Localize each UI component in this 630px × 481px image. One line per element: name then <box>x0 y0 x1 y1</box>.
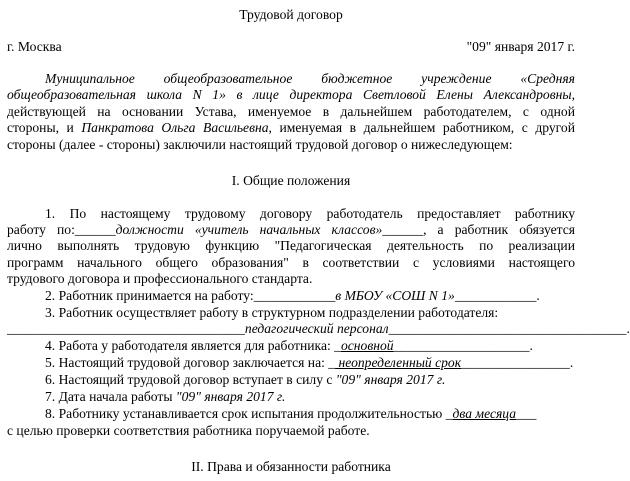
blank-fill: ___ <box>516 406 537 421</box>
workplace-value: в МБОУ «СОШ N 1» <box>335 288 455 303</box>
clause-text: 8. Работнику устанавливается срок испытания продолжительностью <box>45 406 446 421</box>
clause-6 <box>45 372 575 388</box>
intro-text: , именуемая в дальнейшем работником, с другой <box>268 120 575 135</box>
clause-7 <box>45 389 575 405</box>
clause-1-line-1: 1. По настоящему трудовому договору работодатель предоставляет работнику <box>45 206 575 221</box>
intro-line-5: стороны (далее - стороны) заключили настоящий трудовой договор о нижеследующем: <box>7 137 513 152</box>
document-title: Трудовой договор <box>239 7 343 22</box>
blank-fill: ____________________ <box>393 338 530 353</box>
clause-2 <box>45 288 575 304</box>
clause-8 <box>45 406 575 422</box>
clause-text: . <box>626 321 630 336</box>
intro-line-3: действующей на основании Устава, именуемое в дальнейшем работодателем, с одной <box>7 104 575 119</box>
start-date-value: "09" января 2017 г. <box>175 389 286 404</box>
blank-fill: ______ <box>74 222 116 237</box>
clause-1-line-5: трудового договора и профессионального стандарта. <box>7 271 313 286</box>
blank-fill: ____________ <box>454 288 537 303</box>
blank-fill: _ <box>334 338 341 353</box>
term-value: неопределенный срок <box>335 355 462 370</box>
section-heading-2: II. Права и обязанности работника <box>191 459 391 474</box>
position-value: должности «учитель начальных классов» <box>115 222 383 237</box>
clause-text: 4. Работа у работодателя является для работника: <box>45 338 335 353</box>
clause-3-cont <box>7 321 630 337</box>
clause-text: . <box>536 288 540 303</box>
department-value: педагогический персонал <box>244 321 389 336</box>
intro-line-1 <box>45 71 575 87</box>
blank-fill: ____________ <box>253 288 336 303</box>
clause-text: 2. Работник принимается на работу: <box>45 288 254 303</box>
probation-value: два месяца <box>452 406 517 421</box>
clause-text: 5. Настоящий трудовой договор заключается на: <box>45 355 329 370</box>
intro-text: стороны, и <box>7 120 82 135</box>
clause-text: , а работник обязуется <box>423 222 576 237</box>
blank-fill: _ <box>328 355 336 370</box>
intro-line-2 <box>7 87 575 103</box>
employee-name: Панкратова Ольга Васильевна <box>81 120 269 135</box>
clause-text: 3. Работник осуществляет работу в структурном подразделении работодателя: <box>45 305 499 320</box>
intro-line-4 <box>7 120 575 136</box>
clause-8-cont: с целью проверки соответствия работника поручаемой работе. <box>7 423 370 438</box>
clause-text: 7. Дата начала работы <box>45 389 176 404</box>
clause-text: . <box>569 355 574 370</box>
clause-1-line-4: программ начального общего образования" в соответствии с условиями настоящего <box>7 255 575 270</box>
clause-3 <box>45 305 575 321</box>
date-line <box>7 39 575 55</box>
contract-date: "09" января 2017 г. <box>466 39 575 54</box>
section-heading-1: I. Общие положения <box>231 173 351 188</box>
employer-name: Муниципальное общеобразовательное бюджетное учреждение «Средняя <box>45 71 575 86</box>
intro-comma: , <box>571 87 575 102</box>
clause-text: . <box>529 338 533 353</box>
effective-date-value: "09" января 2017 г. <box>335 372 446 387</box>
blank-fill: ______ <box>382 222 424 237</box>
employer-name-cont: общеобразовательная школа N 1» в лице директора Светловой Елены Александровны <box>7 87 572 102</box>
clause-text: работу по: <box>7 222 75 237</box>
blank-fill: ___________________________________ <box>388 321 627 336</box>
blank-fill: _ <box>445 406 453 421</box>
clause-text: 6. Настоящий трудовой договор вступает в силу с <box>45 372 336 387</box>
blank-fill: ________________ <box>461 355 570 370</box>
employment-type-value: основной <box>340 338 394 353</box>
clause-4 <box>45 338 575 354</box>
clause-5 <box>45 355 575 371</box>
contract-place: г. Москва <box>7 39 62 54</box>
clause-1-line-3: лично выполнять трудовую функцию "Педагогическая деятельность по реализации <box>7 238 575 253</box>
clause-1-line-2 <box>7 222 575 238</box>
blank-fill: ___________________________________ <box>7 321 245 336</box>
